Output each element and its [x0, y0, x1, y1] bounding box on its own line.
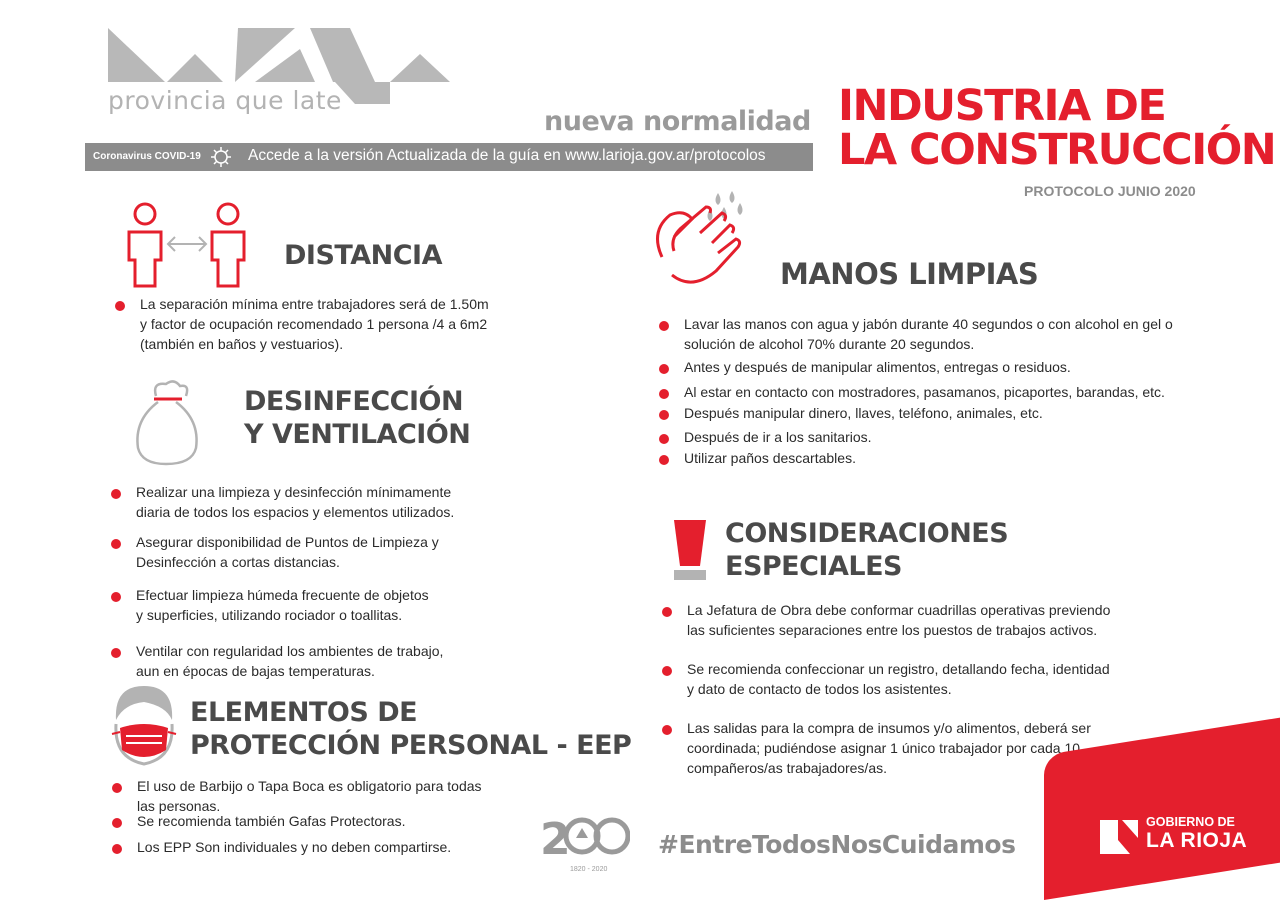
- nueva-normalidad: nueva normalidad: [544, 106, 811, 137]
- bullet-dot: [659, 434, 669, 444]
- bullet-dot: [659, 455, 669, 465]
- bullet-dot: [659, 364, 669, 374]
- bullet-dot: [112, 844, 122, 854]
- list-item-text: El uso de Barbijo o Tapa Boca es obligatorio para todas las personas.: [137, 778, 482, 814]
- eep-heading: [190, 696, 631, 762]
- bullet-dot: [659, 389, 669, 399]
- exclamation-icon: [670, 518, 710, 583]
- bullet-dot: [659, 321, 669, 331]
- list-item: [136, 641, 443, 681]
- covid-label: Coronavirus COVID-19: [93, 151, 201, 162]
- list-item-text: Se recomienda también Gafas Protectoras.: [137, 813, 406, 829]
- bicentenario-years: 1820 - 2020: [570, 866, 608, 873]
- bullet-dot: [111, 592, 121, 602]
- bicentenario-logo: [540, 806, 630, 864]
- list-item: [140, 294, 489, 354]
- bullet-dot: [659, 410, 669, 420]
- list-item-text: Ventilar con regularidad los ambientes de trabajo, aun en épocas de bajas temperaturas.: [136, 643, 444, 679]
- eep-heading-line-1: ELEMENTOS DE: [190, 697, 418, 728]
- list-item: [684, 382, 1165, 402]
- list-item-text: Los EPP Son individuales y no deben compartirse.: [137, 839, 452, 855]
- list-item: [687, 659, 1110, 699]
- distance-icon: [120, 200, 250, 290]
- guide-link-text: Accede a la versión Actualizada de la guía en www.larioja.gov.ar/protocolos: [248, 147, 766, 164]
- list-item: [136, 532, 439, 572]
- desinfeccion-heading-line-1: DESINFECCIÓN: [244, 386, 464, 417]
- list-item-text: La separación mínima entre trabajadores será de 1.50m y factor de ocupación recomendado 1 persona /4 a 6m2 (también en baños y vestuarios).: [140, 296, 489, 352]
- list-item-text: Realizar una limpieza y desinfección mínimamente diaria de todos los espacios y elementos utilizados.: [136, 484, 455, 520]
- consideraciones-heading: [725, 517, 1008, 583]
- bag-icon: [130, 378, 205, 468]
- bullet-dot: [111, 539, 121, 549]
- bullet-dot: [115, 301, 125, 311]
- gobierno-line-1: GOBIERNO DE: [1146, 815, 1235, 829]
- consideraciones-heading-line-1: CONSIDERACIONES: [725, 518, 1009, 549]
- consideraciones-heading-line-2: ESPECIALES: [725, 551, 902, 582]
- page-title: [838, 81, 1276, 175]
- desinfeccion-heading-line-2: Y VENTILACIÓN: [244, 419, 471, 450]
- hand-washing-icon: [652, 185, 752, 295]
- list-item-text: La Jefatura de Obra debe conformar cuadrillas operativas previendo las suficientes separaciones entre los puestos de trabajos activos.: [687, 602, 1111, 638]
- gobierno-logo-mark: [1098, 816, 1140, 858]
- list-item-text: Efectuar limpieza húmeda frecuente de objetos y superficies, utilizando rociador o toallitas.: [136, 587, 429, 623]
- list-item: [684, 403, 1043, 423]
- title-line-1: INDUSTRIA DE: [838, 81, 1166, 131]
- face-mask-icon: [108, 684, 180, 769]
- virus-icon: [210, 146, 232, 168]
- list-item-text: Lavar las manos con agua y jabón durante 40 segundos o con alcohol en gel o solución de alcohol 70% durante 20 segundos.: [684, 316, 1173, 352]
- list-item-text: Después de ir a los sanitarios.: [684, 429, 872, 445]
- svg-text:2: 2: [540, 814, 571, 864]
- list-item: [137, 776, 482, 816]
- list-item: [684, 314, 1173, 354]
- bullet-dot: [111, 489, 121, 499]
- list-item: [137, 811, 405, 831]
- bullet-dot: [112, 818, 122, 828]
- list-item-text: Antes y después de manipular alimentos, entregas o residuos.: [684, 359, 1071, 375]
- bullet-dot: [662, 607, 672, 617]
- title-line-2: LA CONSTRUCCIÓN: [838, 125, 1276, 175]
- list-item-text: Al estar en contacto con mostradores, pasamanos, picaportes, barandas, etc.: [684, 384, 1165, 400]
- bullet-dot: [111, 648, 121, 658]
- list-item-text: Asegurar disponibilidad de Puntos de Limpieza y Desinfección a cortas distancias.: [136, 534, 439, 570]
- list-item: [684, 448, 856, 468]
- distancia-heading: DISTANCIA: [284, 240, 442, 271]
- logo-tagline: provincia que late: [108, 86, 342, 115]
- protocol-date: PROTOCOLO JUNIO 2020: [1024, 183, 1196, 199]
- manos-heading: MANOS LIMPIAS: [780, 257, 1039, 291]
- list-item-text: Después manipular dinero, llaves, teléfono, animales, etc.: [684, 405, 1043, 421]
- list-item-text: Las salidas para la compra de insumos y/o alimentos, deberá ser coordinada; pudiéndose asignar 1 único trabajador por cada 10 compañeros/as trabajadores/as.: [687, 720, 1091, 776]
- list-item: [687, 600, 1110, 640]
- bullet-dot: [662, 725, 672, 735]
- desinfeccion-heading: [244, 385, 470, 451]
- list-item: [684, 427, 872, 447]
- bullet-dot: [662, 666, 672, 676]
- list-item: [687, 718, 1091, 778]
- gobierno-line-2: LA RIOJA: [1146, 829, 1248, 852]
- list-item: [136, 585, 429, 625]
- bullet-dot: [112, 783, 122, 793]
- list-item-text: Utilizar paños descartables.: [684, 450, 856, 466]
- hashtag: #EntreTodosNosCuidamos: [658, 830, 1016, 859]
- list-item-text: Se recomienda confeccionar un registro, detallando fecha, identidad y dato de contacto de todos los asistentes.: [687, 661, 1110, 697]
- list-item: [137, 837, 451, 857]
- list-item: [684, 357, 1071, 377]
- list-item: [136, 482, 454, 522]
- eep-heading-line-2: PROTECCIÓN PERSONAL - EEP: [190, 730, 632, 761]
